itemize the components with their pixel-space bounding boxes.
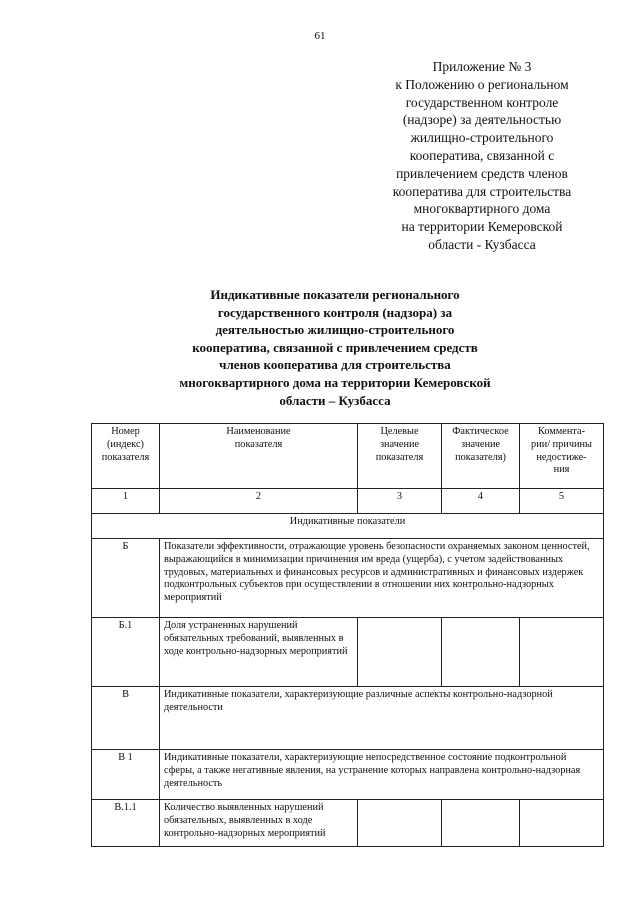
row-text: Показатели эффективности, отражающие уровень безопасности охраняемых законом ценностей, выражающийся в минимизации причинения им вреда (ущерба), с учетом задействованных трудовых, материальных и финансовых ресурсов и административных и финансовых издержек подконтрольных субъектов при осуществлении в отношении них контрольно-надзорных мероприятий [160,539,604,618]
header-target: Целевые значение показателя [358,424,442,489]
table-row [92,800,604,847]
actual-value-cell [442,618,520,687]
page-number: 61 [314,30,326,42]
appendix-line: государственном контроле [405,94,559,110]
column-number: 1 [92,489,160,514]
section-row [92,514,604,539]
document-title [140,286,530,409]
appendix-line: (надзоре) за деятельностью [402,112,562,128]
title-line: членов кооператива для строительства [219,357,451,373]
indicators-table [91,423,604,847]
appendix-line: области - Кузбасса [428,236,536,252]
appendix-title: Приложение № 3 [432,59,532,74]
column-number: 2 [160,489,358,514]
appendix-line: кооператива, связанной с [409,147,555,163]
target-value-cell [358,618,442,687]
header-name: Наименование показателя [160,424,358,489]
section-title: Индикативные показатели [92,514,604,539]
appendix-line: привлечением средств членов [396,165,568,181]
appendix-line: жилищно-строительного [410,130,554,146]
header-actual: Фактическое значение показателя) [442,424,520,489]
column-number: 5 [520,489,604,514]
table-header-row [92,424,604,489]
row-code: В.1.1 [92,800,160,847]
appendix-line: на территории Кемеровской [401,219,563,235]
table-row [92,687,604,750]
row-text: Индикативные показатели, характеризующие непосредственное состояние подконтрольной сферы, а также негативные явления, на устранение которых направлена контрольно-надзорная деятельность [160,750,604,800]
column-number-row [92,489,604,514]
row-text: Доля устраненных нарушений обязательных требований, выявленных в ходе контрольно-надзорных мероприятий [160,618,358,687]
row-code: Б.1 [92,618,160,687]
row-text: Индикативные показатели, характеризующие различные аспекты контрольно-надзорной деятельности [160,687,604,750]
title-line: многоквартирного дома на территории Кемеровской [179,374,491,390]
column-number: 4 [442,489,520,514]
appendix-line: к Положению о региональном [395,76,569,92]
table-row [92,750,604,800]
header-number: Номер (индекс) показателя [92,424,160,489]
table-row [92,539,604,618]
target-value-cell [358,800,442,847]
comment-cell [520,800,604,847]
title-line: кооператива, связанной с привлечением средств [192,339,478,355]
row-text: Количество выявленных нарушений обязательных, выявленных в ходе контрольно-надзорных мероприятий [160,800,358,847]
appendix-line: многоквартирного дома [413,201,551,217]
comment-cell [520,618,604,687]
column-number: 3 [358,489,442,514]
header-comments: Коммента- рии/ причины недостиже- ния [520,424,604,489]
row-code: Б [92,539,160,618]
title-line: деятельностью жилищно-строительного [215,322,455,338]
row-code: В 1 [92,750,160,800]
title-line: области – Кузбасса [279,392,391,408]
appendix-block [352,58,612,254]
row-code: В [92,687,160,750]
actual-value-cell [442,800,520,847]
title-line: Индикативные показатели регионального [210,287,460,302]
appendix-line: кооператива для строительства [392,183,572,199]
table-row [92,618,604,687]
title-line: государственного контроля (надзора) за [217,304,453,320]
